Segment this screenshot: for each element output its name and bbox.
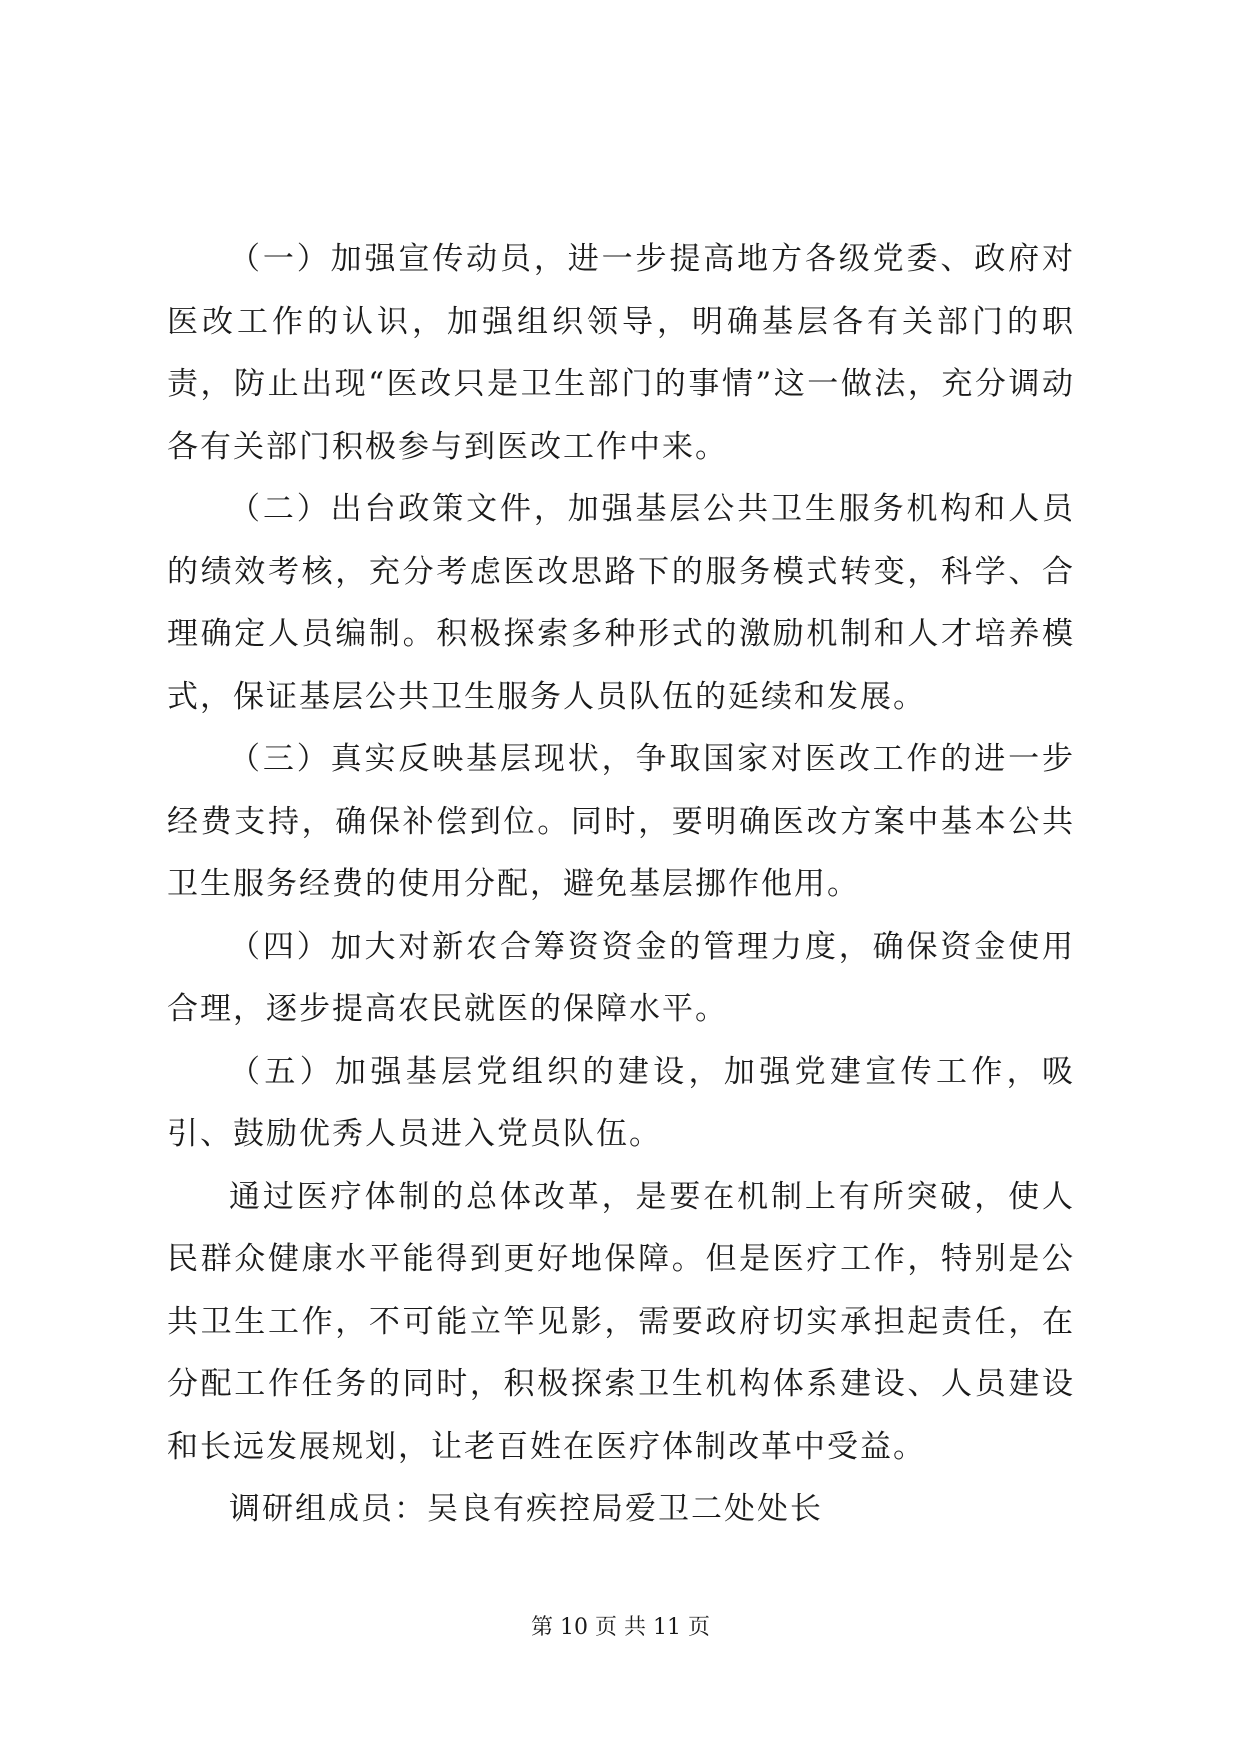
paragraph-2: （二）出台政策文件，加强基层公共卫生服务机构和人员的绩效考核，充分考虑医改思路下的服务模式转变，科学、合理确定人员编制。积极探索多种形式的激励机制和人才培养模式，保证基层公共卫生服务人员队伍的延续和发展。 [167, 491, 1075, 715]
page-number-label: 第 10 页 共 11 页 [531, 1615, 710, 1640]
paragraph-4: （四）加大对新农合筹资资金的管理力度，确保资金使用合理，逐步提高农民就医的保障水平。 [167, 928, 1075, 1027]
document-body [167, 228, 1075, 1541]
paragraph-7: 调研组成员：吴良有疾控局爱卫二处处长 [229, 1491, 823, 1527]
paragraph-5: （五）加强基层党组织的建设，加强党建宣传工作，吸引、鼓励优秀人员进入党员队伍。 [167, 1053, 1075, 1152]
page-footer [0, 1613, 1241, 1643]
paragraph-3: （三）真实反映基层现状，争取国家对医改工作的进一步经费支持，确保补偿到位。同时，要明确医改方案中基本公共卫生服务经费的使用分配，避免基层挪作他用。 [167, 741, 1075, 902]
paragraph-1: （一）加强宣传动员，进一步提高地方各级党委、政府对医改工作的认识，加强组织领导，明确基层各有关部门的职责，防止出现“医改只是卫生部门的事情”这一做法，充分调动各有关部门积极参与到医改工作中来。 [167, 241, 1075, 465]
paragraph-6: 通过医疗体制的总体改革，是要在机制上有所突破，使人民群众健康水平能得到更好地保障。但是医疗工作，特别是公共卫生工作，不可能立竿见影，需要政府切实承担起责任，在分配工作任务的同时，积极探索卫生机构体系建设、人员建设和长远发展规划，让老百姓在医疗体制改革中受益。 [167, 1178, 1075, 1465]
